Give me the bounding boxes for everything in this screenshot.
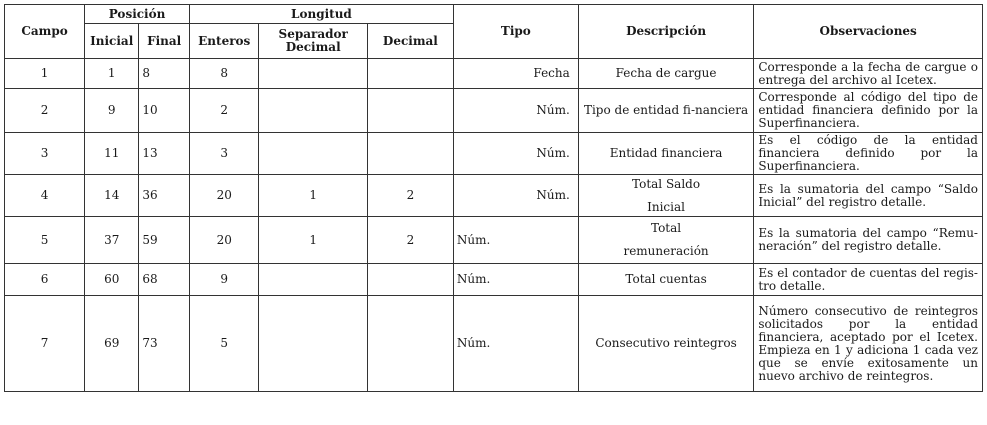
cell-final: 36 [139,175,190,217]
cell-separador: 1 [259,217,367,264]
cell-final: 68 [139,264,190,296]
header-inicial: Inicial [85,24,139,59]
table-row [5,59,983,89]
cell-separador [259,133,367,175]
cell-inicial: 37 [85,217,139,264]
cell-campo: 3 [5,133,85,175]
cell-decimal [367,296,453,392]
cell-decimal [367,264,453,296]
cell-observaciones: Es la sumatoria del campo “Remu-neración” del registro detalle. [754,217,983,264]
cell-decimal: 2 [367,217,453,264]
table-row [5,89,983,133]
cell-descripcion: Total cuentas [578,264,754,296]
cell-enteros: 5 [189,296,259,392]
cell-decimal [367,133,453,175]
header-separador-decimal: Separador Decimal [259,24,367,59]
cell-descripcion [578,217,754,264]
cell-descripcion: Consecutivo reintegros [578,296,754,392]
cell-separador [259,296,367,392]
cell-inicial: 60 [85,264,139,296]
cell-final: 8 [139,59,190,89]
cell-campo: 6 [5,264,85,296]
field-spec-table [4,4,983,392]
cell-tipo: Núm. [453,217,578,264]
cell-observaciones: Es la sumatoria del campo “Saldo Inicial” del registro detalle. [754,175,983,217]
cell-observaciones: Es el contador de cuentas del regis-tro detalle. [754,264,983,296]
cell-tipo: Núm. [453,89,578,133]
cell-inicial: 9 [85,89,139,133]
header-campo: Campo [5,5,85,59]
cell-campo: 5 [5,217,85,264]
header-descripcion: Descripción [578,5,754,59]
cell-campo: 2 [5,89,85,133]
cell-descripcion: Entidad financiera [578,133,754,175]
cell-separador [259,264,367,296]
cell-enteros: 20 [189,175,259,217]
cell-inicial: 14 [85,175,139,217]
header-longitud: Longitud [189,5,453,24]
cell-descripcion: Fecha de cargue [578,59,754,89]
cell-tipo: Núm. [453,296,578,392]
cell-descripcion: Tipo de entidad fi-nanciera [578,89,754,133]
cell-campo: 1 [5,59,85,89]
cell-tipo: Núm. [453,264,578,296]
cell-campo: 4 [5,175,85,217]
cell-observaciones: Número consecutivo de reintegros solicitados por la entidad financiera, aceptado por el Icetex. Empieza en 1 y adiciona 1 cada vez que se envíe exitosamente un nuevo archivo de reintegros. [754,296,983,392]
cell-decimal [367,89,453,133]
cell-inicial: 11 [85,133,139,175]
cell-enteros: 8 [189,59,259,89]
cell-tipo: Núm. [453,133,578,175]
descripcion-line-1: Total [651,221,682,235]
cell-final: 59 [139,217,190,264]
cell-final: 13 [139,133,190,175]
cell-inicial: 69 [85,296,139,392]
cell-separador: 1 [259,175,367,217]
header-enteros: Enteros [189,24,259,59]
descripcion-line-2: remuneración [623,244,709,258]
cell-descripcion [578,175,754,217]
header-decimal: Decimal [367,24,453,59]
cell-enteros: 2 [189,89,259,133]
cell-campo: 7 [5,296,85,392]
cell-enteros: 20 [189,217,259,264]
cell-separador [259,89,367,133]
cell-observaciones: Corresponde al código del tipo de entidad financiera definido por la Superfinanciera. [754,89,983,133]
cell-separador [259,59,367,89]
cell-final: 10 [139,89,190,133]
header-posicion: Posición [85,5,190,24]
header-row-1 [5,5,983,24]
cell-decimal: 2 [367,175,453,217]
cell-observaciones: Es el código de la entidad financiera definido por la Superfinanciera. [754,133,983,175]
descripcion-line-2: Inicial [647,199,685,214]
cell-final: 73 [139,296,190,392]
table-row [5,175,983,217]
cell-enteros: 3 [189,133,259,175]
cell-tipo: Núm. [453,175,578,217]
cell-tipo: Fecha [453,59,578,89]
cell-inicial: 1 [85,59,139,89]
cell-enteros: 9 [189,264,259,296]
descripcion-line-1: Total Saldo [632,176,701,191]
table-row [5,264,983,296]
table-row [5,296,983,392]
table-row [5,133,983,175]
header-tipo: Tipo [453,5,578,59]
header-observaciones: Observaciones [754,5,983,59]
cell-observaciones: Corresponde a la fecha de cargue o entrega del archivo al Icetex. [754,59,983,89]
header-final: Final [139,24,190,59]
table-row [5,217,983,264]
cell-decimal [367,59,453,89]
